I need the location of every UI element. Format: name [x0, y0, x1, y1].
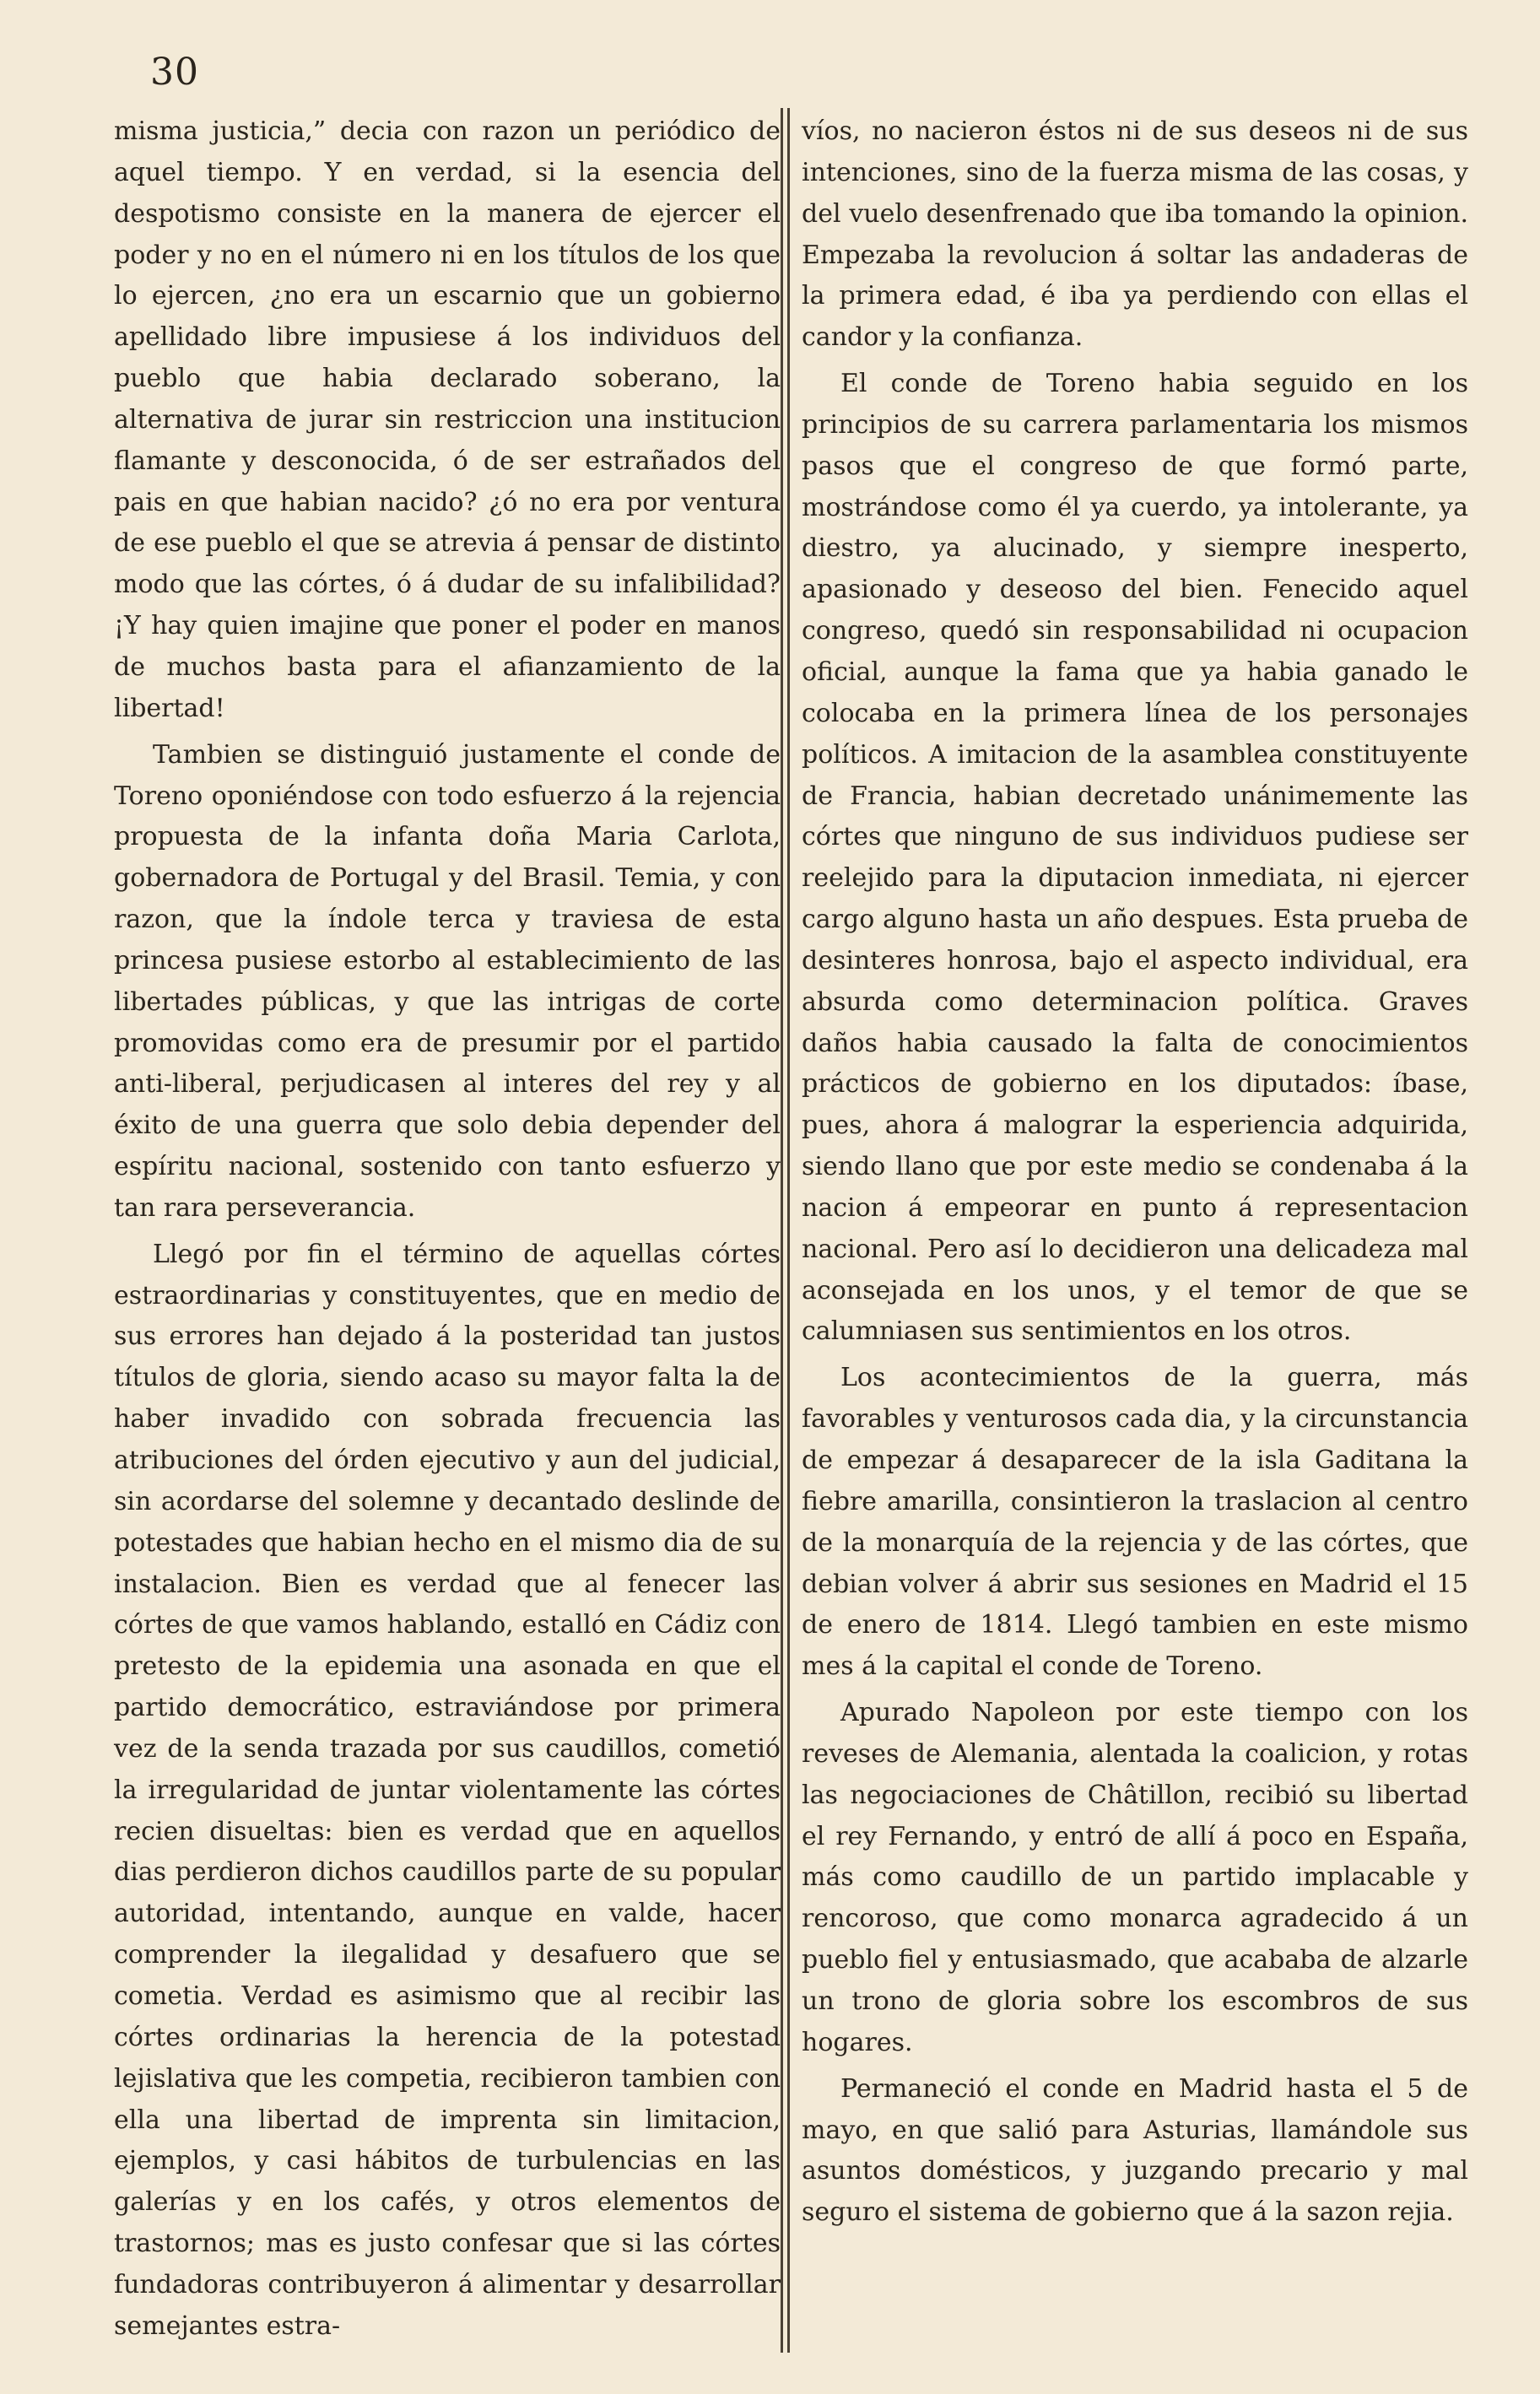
- paragraph: víos, no nacieron éstos ni de sus deseos ni de sus intenciones, sino de la fuerza misma de las cosas, y del vuelo desenfrenado que iba tomando la opinion. Empezaba la revolucion á soltar las andaderas de la primera edad, é iba ya perdiendo con ellas el candor y la confianza.: [802, 116, 1468, 353]
- left-column: [114, 111, 781, 2348]
- paragraph: Tambien se distinguió justamente el conde de Toreno oponiéndose con todo esfuerzo á la rejencia propuesta de la infanta doña Maria Carlota, gobernadora de Portugal y del Brasil. Temia, y con razon, que la índole terca y traviesa de esta princesa pusiese estorbo al establecimiento de las libertades públicas, y que las intrigas de corte promovidas como era de presumir por el partido anti-liberal, perjudicasen al interes del rey y al éxito de una guerra que solo debia depender del espíritu nacional, sostenido con tanto esfuerzo y tan rara perseverancia.: [114, 739, 781, 1223]
- column-divider: [781, 108, 783, 2353]
- page-number: 30: [150, 51, 199, 94]
- paragraph: Llegó por fin el término de aquellas córtes estraordinarias y constituyentes, que en medio de sus errores han dejado á la posteridad tan justos títulos de gloria, siendo acaso su mayor falta la de haber invadido con sobrada frecuencia las atribuciones del órden ejecutivo y aun del judicial, sin acordarse del solemne y decantado deslinde de potestades que habian hecho en el mismo dia de su instalacion. Bien es verdad que al fenecer las córtes de que vamos hablando, estalló en Cádiz con pretesto de la epidemia una asonada en que el partido democrático, estraviándose por primera vez de la senda trazada por sus caudillos, cometió la irregularidad de juntar violentamente las córtes recien disueltas: bien es verdad que en aquellos dias perdieron dichos caudillos parte de su popular autoridad, intentando, aunque en valde, hacer comprender la ilegalidad y desafuero que se cometia. Verdad es asimismo que al recibir las córtes ordinarias la herencia de la potestad lejislativa que les competia, recibieron tambien con ella una libertad de imprenta sin limitacion, ejemplos, y casi hábitos de turbulencias en las galerías y en los cafés, y otros elementos de trastornos; mas es justo confesar que si las córtes fundadoras contribuyeron á alimentar y desarrollar semejantes estra-: [114, 1239, 781, 2341]
- right-column: [802, 111, 1468, 2234]
- paragraph: Los acontecimientos de la guerra, más favorables y venturosos cada dia, y la circunstancia de empezar á desaparecer de la isla Gaditana la fiebre amarilla, consintieron la traslacion al centro de la monarquía de la rejencia y de las córtes, que debian volver á abrir sus sesiones en Madrid el 15 de enero de 1814. Llegó tambien en este mismo mes á la capital el conde de Toreno.: [802, 1363, 1468, 1682]
- paragraph: Apurado Napoleon por este tiempo con los reveses de Alemania, alentada la coalicion, y rotas las negociaciones de Châtillon, recibió su libertad el rey Fernando, y entró de allí á poco en España, más como caudillo de un partido implacable y rencoroso, que como monarca agradecido á un pueblo fiel y entusiasmado, que acababa de alzarle un trono de gloria sobre los escombros de sus hogares.: [802, 1698, 1468, 2057]
- column-divider: [787, 108, 790, 2353]
- paragraph: misma justicia,” decia con razon un periódico de aquel tiempo. Y en verdad, si la esencia del despotismo consiste en la manera de ejercer el poder y no en el número ni en los títulos de los que lo ejercen, ¿no era un escarnio que un gobierno apellidado libre impusiese á los individuos del pueblo que habia declarado soberano, la alternativa de jurar sin restriccion una institucion flamante y desconocida, ó de ser estrañados del pais en que habian nacido? ¿ó no era por ventura de ese pueblo el que se atrevia á pensar de distinto modo que las córtes, ó á dudar de su infalibilidad? ¡Y hay quien imajine que poner el poder en manos de muchos basta para el afianzamiento de la libertad!: [114, 116, 781, 723]
- paragraph: El conde de Toreno habia seguido en los principios de su carrera parlamentaria los mismos pasos que el congreso de que formó parte, mostrándose como él ya cuerdo, ya intolerante, ya diestro, ya alucinado, y siempre inesperto, apasionado y deseoso del bien. Fenecido aquel congreso, quedó sin responsabilidad ni ocupacion oficial, aunque la fama que ya habia ganado le colocaba en la primera línea de los personajes políticos. A imitacion de la asamblea constituyente de Francia, habian decretado unánimemente las córtes que ninguno de sus individuos pudiese ser reelejido para la diputacion inmediata, ni ejercer cargo alguno hasta un año despues. Esta prueba de desinteres honrosa, bajo el aspecto individual, era absurda como determinacion política. Graves daños habia causado la falta de conocimientos prácticos de gobierno en los diputados: íbase, pues, ahora á malograr la esperiencia adquirida, siendo llano que por este medio se condenaba á la nacion á empeorar en punto á representacion nacional. Pero así lo decidieron una delicadeza mal aconsejada en los unos, y el temor de que se calumniasen sus sentimientos en los otros.: [802, 369, 1468, 1347]
- paragraph: Permaneció el conde en Madrid hasta el 5 de mayo, en que salió para Asturias, llamándole sus asuntos domésticos, y juzgando precario y mal seguro el sistema de gobierno que á la sazon rejia.: [802, 2073, 1468, 2228]
